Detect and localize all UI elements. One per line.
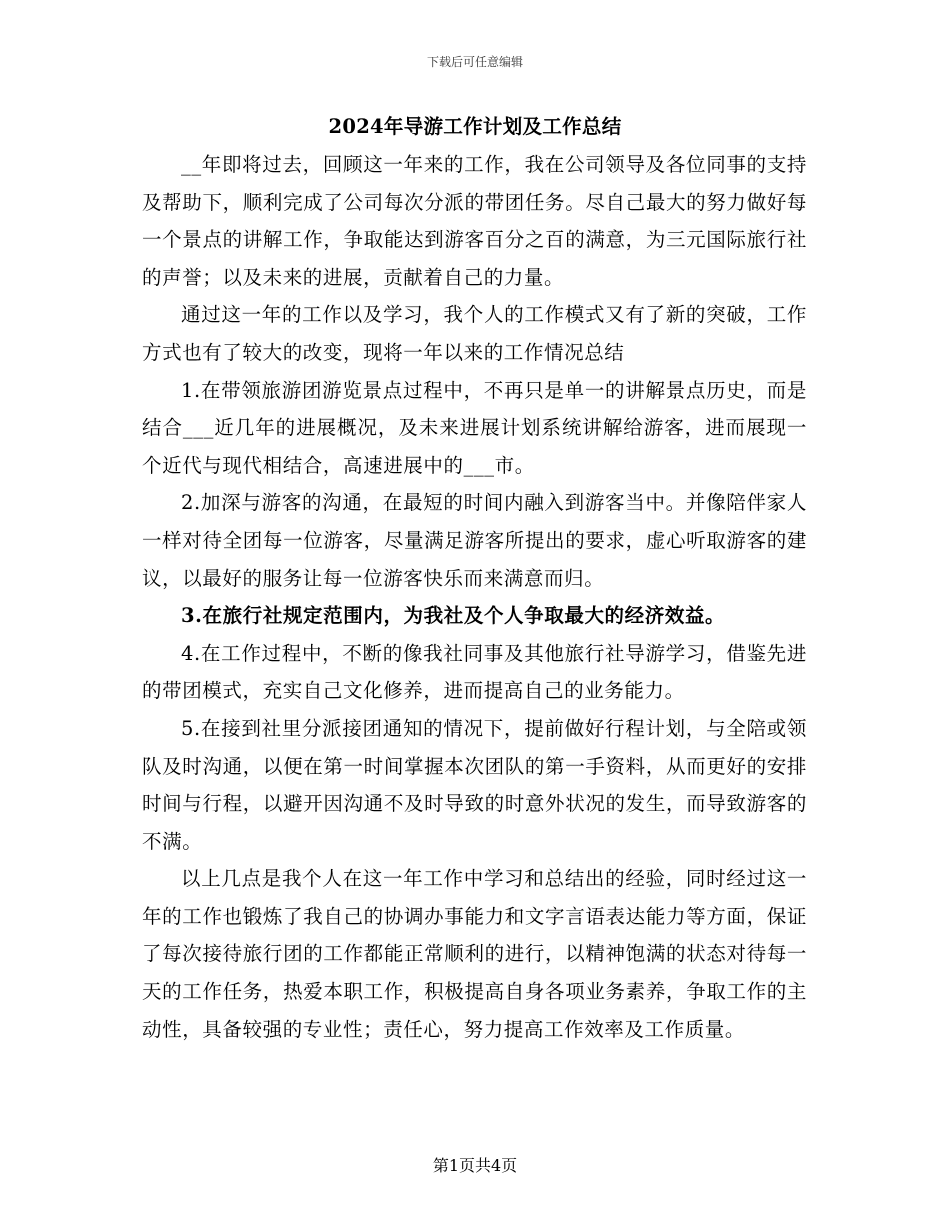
- paragraph-item-2: 2.加深与游客的沟通，在最短的时间内融入到游客当中。并像陪伴家人一样对待全团每一位游客，尽量满足游客所提出的要求，虚心听取游客的建议，以最好的服务让每一位游客快乐而来满意而归。: [142, 491, 807, 590]
- page-number: 第1页共4页: [432, 1156, 518, 1175]
- paragraph-summary-lead: 通过这一年的工作以及学习，我个人的工作模式又有了新的突破，工作方式也有了较大的改变，现将一年以来的工作情况总结: [142, 303, 807, 364]
- header-note: 下载后可任意编辑: [426, 55, 523, 69]
- paragraph-item-4: 4.在工作过程中，不断的像我社同事及其他旅行社导游学习，借鉴先进的带团模式，充实自己文化修养，进而提高自己的业务能力。: [142, 641, 807, 703]
- paragraph-item-3: 3.在旅行社规定范围内，为我社及个人争取最大的经济效益。: [181, 604, 726, 628]
- paragraph-intro: __年即将过去，回顾这一年来的工作，我在公司领导及各位同事的支持及帮助下，顺利完成了公司每次分派的带团任务。尽自己最大的努力做好每一个景点的讲解工作，争取能达到游客百分之百的满意，为三元国际旅行社的声誉；以及未来的进展，贡献着自己的力量。: [142, 153, 807, 289]
- document-body: [142, 146, 807, 1048]
- paragraph-conclusion: 以上几点是我个人在这一年工作中学习和总结出的经验，同时经过这一年的工作也锻炼了我自己的协调办事能力和文字言语表达能力等方面，保证了每次接待旅行团的工作都能正常顺利的进行，以精神饱满的状态对待每一天的工作任务，热爱本职工作，积极提高自身各项业务素养，争取工作的主动性，具备较强的专业性；责任心，努力提高工作效率及工作质量。: [142, 867, 807, 1041]
- document-title: 2024年导游工作计划及工作总结: [328, 115, 622, 138]
- paragraph-item-1: 1.在带领旅游团游览景点过程中，不再只是单一的讲解景点历史，而是结合___近几年的进展概况，及未来进展计划系统讲解给游客，进而展现一个近代与现代相结合，高速进展中的___市。: [142, 378, 807, 477]
- paragraph-item-5: 5.在接到社里分派接团通知的情况下，提前做好行程计划，与全陪或领队及时沟通，以便在第一时间掌握本次团队的第一手资料，从而更好的安排时间与行程，以避开因沟通不及时导致的时意外状况的发生，而导致游客的不满。: [142, 716, 807, 853]
